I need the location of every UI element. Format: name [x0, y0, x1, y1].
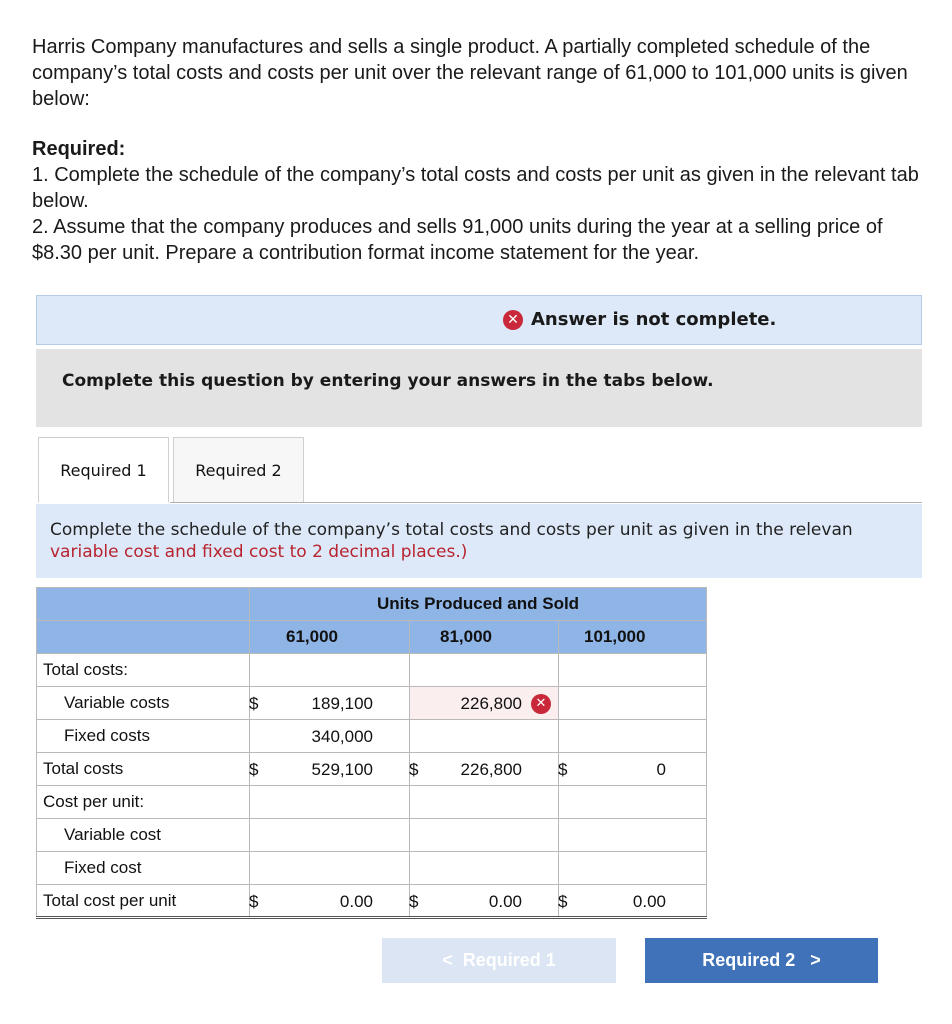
instruction-text: Complete this question by entering your answers in the tabs below.	[62, 371, 714, 391]
dollar-sign: $	[409, 892, 419, 911]
dollar-sign: $	[558, 892, 568, 911]
required-item-1: 1. Complete the schedule of the company’s total costs and costs per unit as given in the relevant tab below.	[32, 164, 919, 212]
variable-costs-101000-input[interactable]	[559, 687, 707, 720]
total-cost-per-unit-81000	[410, 885, 559, 918]
x-circle-icon: ✕	[503, 310, 523, 330]
instruction-bar	[36, 349, 922, 427]
dollar-sign: $	[249, 694, 259, 713]
description-line-1: Complete the schedule of the company’s total costs and costs per unit as given in the relevan	[50, 520, 853, 540]
variable-costs-61000-value: 189,100	[311, 694, 373, 713]
total-costs-81000-value: 226,800	[460, 760, 522, 779]
tab-required-2[interactable]: Required 2	[173, 437, 304, 503]
column-header-61000: 61,000	[250, 621, 410, 654]
required-item-2: 2. Assume that the company produces and sells 91,000 units during the year at a selling price of $8.30 per unit. Prepare a contribution format income statement for the year.	[32, 216, 883, 264]
variable-cost-81000-input[interactable]	[410, 819, 559, 852]
fixed-cost-101000-input[interactable]	[559, 852, 707, 885]
total-cost-per-unit-101000-value: 0.00	[632, 892, 666, 911]
variable-costs-label: Variable costs	[37, 687, 250, 720]
next-required-2-button[interactable]	[645, 938, 878, 983]
variable-cost-61000-input[interactable]	[250, 819, 410, 852]
variable-costs-61000-input[interactable]	[250, 687, 410, 720]
answer-status-bar	[36, 295, 922, 345]
total-costs-61000	[250, 753, 410, 786]
description-line-2: variable cost and fixed cost to 2 decimal places.)	[50, 542, 468, 562]
total-costs-61000-value: 529,100	[311, 760, 373, 779]
total-cost-per-unit-101000	[559, 885, 707, 918]
total-cost-per-unit-61000-value: 0.00	[339, 892, 373, 911]
dollar-sign: $	[249, 892, 259, 911]
answer-status-text: Answer is not complete.	[531, 309, 777, 330]
fixed-costs-61000-value: 340,000	[311, 727, 373, 746]
prev-required-1-button[interactable]	[382, 938, 616, 983]
fixed-costs-61000-input[interactable]	[250, 720, 410, 753]
fixed-cost-label: Fixed cost	[37, 852, 250, 885]
total-costs-81000	[410, 753, 559, 786]
column-header-81000: 81,000	[410, 621, 559, 654]
variable-cost-label: Variable cost	[37, 819, 250, 852]
chevron-left-icon: <	[442, 950, 453, 970]
cost-schedule-table	[36, 587, 707, 919]
chevron-right-icon: >	[810, 950, 821, 970]
problem-intro: Harris Company manufactures and sells a single product. A partially completed schedule of the company’s total costs and costs per unit over the relevant range of 61,000 to 101,000 units is given below:	[32, 36, 908, 110]
fixed-costs-81000-input[interactable]	[410, 720, 559, 753]
tab-description	[36, 504, 922, 578]
prev-button-label: Required 1	[462, 950, 556, 970]
dollar-sign: $	[409, 760, 419, 779]
variable-costs-81000-input[interactable]	[410, 687, 559, 720]
fixed-costs-label: Fixed costs	[37, 720, 250, 753]
total-cost-per-unit-61000	[250, 885, 410, 918]
total-costs-101000	[559, 753, 707, 786]
error-x-icon: ✕	[531, 694, 551, 714]
fixed-cost-81000-input[interactable]	[410, 852, 559, 885]
units-group-header: Units Produced and Sold	[250, 588, 707, 621]
fixed-costs-101000-input[interactable]	[559, 720, 707, 753]
dollar-sign: $	[249, 760, 259, 779]
tab-required-1[interactable]: Required 1	[38, 437, 169, 503]
total-costs-label: Total costs	[37, 753, 250, 786]
total-cost-per-unit-label: Total cost per unit	[37, 885, 250, 918]
total-costs-section-label: Total costs:	[37, 654, 250, 687]
cost-per-unit-section-label: Cost per unit:	[37, 786, 250, 819]
total-costs-101000-value: 0	[656, 760, 666, 779]
total-cost-per-unit-81000-value: 0.00	[488, 892, 522, 911]
tab-divider	[170, 502, 922, 503]
next-button-label: Required 2	[702, 950, 796, 970]
column-header-101000: 101,000	[559, 621, 707, 654]
required-heading: Required:	[32, 138, 126, 160]
variable-cost-101000-input[interactable]	[559, 819, 707, 852]
variable-costs-81000-value: 226,800	[460, 694, 522, 713]
fixed-cost-61000-input[interactable]	[250, 852, 410, 885]
dollar-sign: $	[558, 760, 568, 779]
